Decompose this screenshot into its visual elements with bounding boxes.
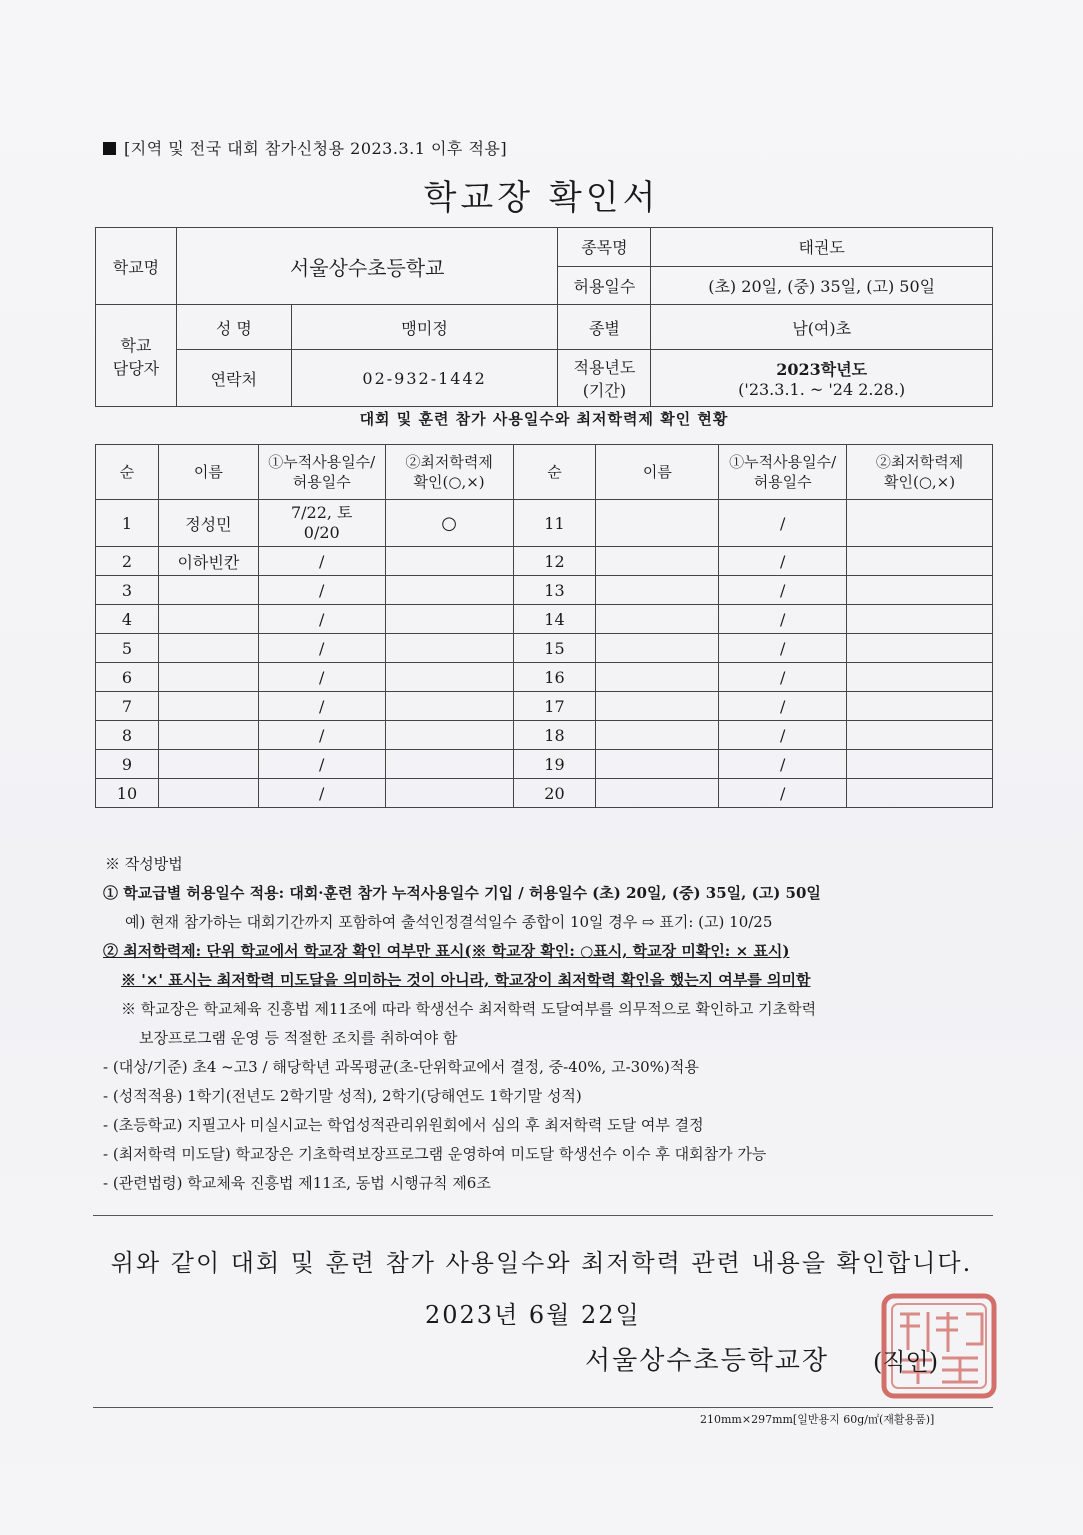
row-name: 정성민 xyxy=(158,500,258,547)
row-name xyxy=(158,634,258,663)
row-no-right: 17 xyxy=(513,692,596,721)
roster-table xyxy=(95,444,993,808)
instruction-1-example: 예) 현재 참가하는 대회기간까지 포함하여 출석인정결석일수 종합이 10일 경우 ⇨ 표기: (고) 10/25 xyxy=(125,913,773,931)
table-row xyxy=(96,605,993,634)
row-name-right xyxy=(596,663,719,692)
sport-value: 태권도 xyxy=(651,228,993,267)
header-check: ②최저학력제 확인(○,×) xyxy=(385,445,513,500)
row-no: 10 xyxy=(96,779,159,808)
detail-elementary: - (초등학교) 지필고사 미실시교는 학업성적관리위원회에서 심의 후 최저학력 도달 여부 결정 xyxy=(103,1116,704,1134)
row-days-right: / xyxy=(719,500,847,547)
detail-grades: - (성적적용) 1학기(전년도 2학기말 성적), 2학기(당해연도 1학기말 성적) xyxy=(103,1087,582,1105)
row-no: 9 xyxy=(96,750,159,779)
detail-target: - (대상/기준) 초4 ~고3 / 해당학년 과목평균(초-단위학교에서 결정, 중-40%, 고-30%)적용 xyxy=(103,1058,699,1076)
row-name xyxy=(158,779,258,808)
row-check xyxy=(385,547,513,576)
row-check-right xyxy=(847,663,993,692)
instructions-section xyxy=(103,850,1003,1198)
school-info-table xyxy=(95,227,993,407)
row-days-right: / xyxy=(719,721,847,750)
header-no: 순 xyxy=(96,445,159,500)
instruction-3-line-1: ※ 학교장은 학교체육 진흥법 제11조에 따라 학생선수 최저학력 도달여부를 의무적으로 확인하고 기초학력 xyxy=(121,1000,817,1018)
row-name-right xyxy=(596,605,719,634)
row-check: ○ xyxy=(385,500,513,547)
row-name xyxy=(158,663,258,692)
row-name-right xyxy=(596,500,719,547)
header-name: 이름 xyxy=(158,445,258,500)
row-name-right xyxy=(596,750,719,779)
year-value: 2023학년도 ('23.3.1. ~ '24 2.28.) xyxy=(651,350,993,407)
row-check xyxy=(385,663,513,692)
square-bullet-icon xyxy=(103,142,116,155)
row-days: / xyxy=(258,750,385,779)
roster-title: 대회 및 훈련 참가 사용일수와 최저학력제 확인 현황 xyxy=(359,410,729,428)
detail-legal: - (관련법령) 학교체육 진흥법 제11조, 동법 시행규칙 제6조 xyxy=(103,1174,491,1192)
row-days-right: / xyxy=(719,605,847,634)
category-value: 남(여)초 xyxy=(651,305,993,350)
header-name-right: 이름 xyxy=(596,445,719,500)
row-name-right xyxy=(596,692,719,721)
row-no: 7 xyxy=(96,692,159,721)
signer-title: 서울상수초등학교장 xyxy=(585,1346,830,1376)
row-check xyxy=(385,721,513,750)
row-no-right: 13 xyxy=(513,576,596,605)
school-label: 학교명 xyxy=(96,228,177,305)
row-no: 8 xyxy=(96,721,159,750)
name-value: 맹미정 xyxy=(291,305,558,350)
row-days-right: / xyxy=(719,547,847,576)
table-row xyxy=(96,663,993,692)
header-days-right: ①누적사용일수/ 허용일수 xyxy=(719,445,847,500)
row-name-right xyxy=(596,779,719,808)
row-name xyxy=(158,692,258,721)
row-days: / xyxy=(258,692,385,721)
manager-label: 학교 담당자 xyxy=(96,305,177,407)
school-name: 서울상수초등학교 xyxy=(176,228,558,305)
row-no-right: 14 xyxy=(513,605,596,634)
instruction-2-note: ※ '×' 표시는 최저학력 미도달을 의미하는 것이 아니라, 학교장이 최저학력 확인을 했는지 여부를 의미함 xyxy=(121,971,811,989)
year-label: 적용년도 (기간) xyxy=(558,350,651,407)
header-note-text: [지역 및 전국 대회 참가신청용 2023.3.1 이후 적용] xyxy=(124,139,508,158)
row-check-right xyxy=(847,500,993,547)
row-days: / xyxy=(258,634,385,663)
sport-label: 종목명 xyxy=(558,228,651,267)
row-no: 6 xyxy=(96,663,159,692)
row-no-right: 15 xyxy=(513,634,596,663)
row-name-right xyxy=(596,547,719,576)
header-check-right: ②최저학력제 확인(○,×) xyxy=(847,445,993,500)
row-name xyxy=(158,605,258,634)
row-name xyxy=(158,576,258,605)
table-row xyxy=(96,576,993,605)
header-no-right: 순 xyxy=(513,445,596,500)
instruction-1: ① 학교급별 허용일수 적용: 대회·훈련 참가 누적사용일수 기입 / 허용일수 (초) 20일, (중) 35일, (고) 50일 xyxy=(103,884,821,902)
row-check-right xyxy=(847,576,993,605)
row-no: 2 xyxy=(96,547,159,576)
row-name xyxy=(158,750,258,779)
row-check-right xyxy=(847,779,993,808)
header-note xyxy=(103,136,507,159)
row-check xyxy=(385,779,513,808)
paper-spec: 210mm×297mm[일반용지 60g/㎡(재활용품)] xyxy=(700,1413,935,1426)
footer-divider xyxy=(93,1407,993,1408)
row-no-right: 12 xyxy=(513,547,596,576)
table-row xyxy=(96,500,993,547)
allowed-days-value: (초) 20일, (중) 35일, (고) 50일 xyxy=(651,266,993,305)
contact-label: 연락처 xyxy=(176,350,291,407)
row-name-right xyxy=(596,721,719,750)
row-no: 4 xyxy=(96,605,159,634)
divider xyxy=(93,1215,993,1216)
row-name-right xyxy=(596,634,719,663)
row-days-right: / xyxy=(719,750,847,779)
row-check xyxy=(385,634,513,663)
instructions-heading: ※ 작성방법 xyxy=(105,855,183,873)
row-no: 1 xyxy=(96,500,159,547)
row-no-right: 19 xyxy=(513,750,596,779)
table-row xyxy=(96,750,993,779)
row-days: 7/22, 토 0/20 xyxy=(258,500,385,547)
row-no: 5 xyxy=(96,634,159,663)
row-no: 3 xyxy=(96,576,159,605)
row-name-right xyxy=(596,576,719,605)
row-no-right: 20 xyxy=(513,779,596,808)
detail-below-minimum: - (최저학력 미도달) 학교장은 기초학력보장프로그램 운영하여 미도달 학생선수 이수 후 대회참가 가능 xyxy=(103,1145,767,1163)
row-no-right: 18 xyxy=(513,721,596,750)
row-check xyxy=(385,750,513,779)
issue-date: 2023년 6월 22일 xyxy=(425,1301,641,1329)
seal-label: (직인) xyxy=(873,1348,939,1376)
table-row xyxy=(96,547,993,576)
row-days-right: / xyxy=(719,779,847,808)
row-check-right xyxy=(847,692,993,721)
row-days: / xyxy=(258,576,385,605)
row-days: / xyxy=(258,663,385,692)
row-no-right: 11 xyxy=(513,500,596,547)
row-name: 이하빈칸 xyxy=(158,547,258,576)
row-days: / xyxy=(258,779,385,808)
row-no-right: 16 xyxy=(513,663,596,692)
row-days: / xyxy=(258,547,385,576)
confirmation-statement: 위와 같이 대회 및 훈련 참가 사용일수와 최저학력 관련 내용을 확인합니다. xyxy=(110,1249,973,1277)
table-row xyxy=(96,779,993,808)
document-title: 학교장 확인서 xyxy=(423,178,660,218)
row-days-right: / xyxy=(719,663,847,692)
allowed-days-label: 허용일수 xyxy=(558,266,651,305)
category-label: 종별 xyxy=(558,305,651,350)
table-row xyxy=(96,721,993,750)
row-check xyxy=(385,692,513,721)
row-check-right xyxy=(847,547,993,576)
row-check xyxy=(385,605,513,634)
row-name xyxy=(158,721,258,750)
header-days: ①누적사용일수/ 허용일수 xyxy=(258,445,385,500)
row-days-right: / xyxy=(719,692,847,721)
instruction-3-line-2: 보장프로그램 운영 등 적절한 조치를 취하여야 함 xyxy=(139,1029,458,1047)
name-label: 성 명 xyxy=(176,305,291,350)
contact-value: 02-932-1442 xyxy=(291,350,558,407)
row-check-right xyxy=(847,750,993,779)
row-check-right xyxy=(847,634,993,663)
row-days: / xyxy=(258,605,385,634)
instruction-2: ② 최저학력제: 단위 학교에서 학교장 확인 여부만 표시(※ 학교장 확인: ○표시, 학교장 미확인: × 표시) xyxy=(103,942,790,960)
row-check xyxy=(385,576,513,605)
row-days-right: / xyxy=(719,634,847,663)
row-check-right xyxy=(847,605,993,634)
table-row xyxy=(96,634,993,663)
row-days-right: / xyxy=(719,576,847,605)
row-check-right xyxy=(847,721,993,750)
row-days: / xyxy=(258,721,385,750)
table-row xyxy=(96,692,993,721)
